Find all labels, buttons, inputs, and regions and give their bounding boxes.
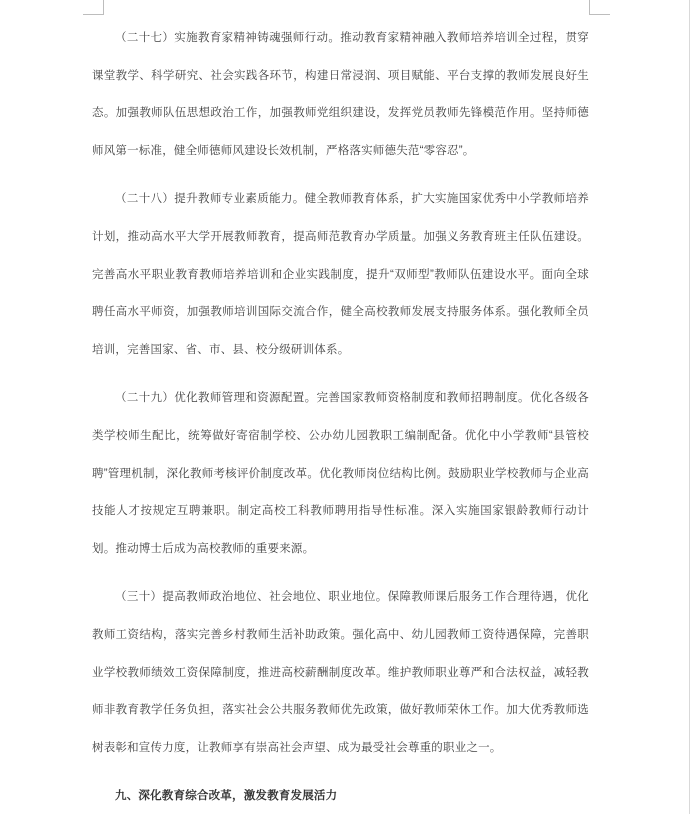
document-text-area[interactable] (92, 20, 589, 814)
paragraph-27: （二十七）实施教育家精神铸魂强师行动。推动教育家精神融入教师培养培训全过程，贯穿课堂教学、科学研究、社会实践各环节，构建日常浸润、项目赋能、平台支撑的教师发展良好生态。加强教师队伍思想政治工作，加强教师党组织建设，发挥党员教师先锋模范作用。坚持师德师风第一标准，健全师德师风建设长效机制，严格落实师德失范“零容忍”。 (92, 32, 589, 157)
paragraph-29: （二十九）优化教师管理和资源配置。完善国家教师资格制度和教师招聘制度。优化各级各类学校师生配比，统筹做好寄宿制学校、公办幼儿园教职工编制配备。优化中小学教师“县管校聘”管理机制，深化教师考核评价制度改革。优化教师岗位结构比例。鼓励职业学校教师与企业高技能人才按规定互聘兼职。制定高校工科教师聘用指导性标准。深入实施国家银龄教师行动计划。推动博士后成为高校教师的重要来源。 (92, 392, 589, 555)
margin-crop-mark-top-left (83, 14, 104, 15)
paragraph-30: （三十）提高教师政治地位、社会地位、职业地位。保障教师课后服务工作合理待遇，优化教师工资结构，落实完善乡村教师生活补助政策。强化高中、幼儿园教师工资待遇保障，完善职业学校教师绩效工资保障制度，推进高校薪酬制度改革。维护教师职业尊严和合法权益，减轻教师非教育教学任务负担，落实社会公共服务教师优先政策，做好教师荣休工作。加大优秀教师选树表彰和宣传力度，让教师享有崇高社会声望、成为最受社会尊重的职业之一。 (92, 591, 589, 754)
margin-crop-mark-top-right (589, 14, 610, 15)
paragraph-28: （二十八）提升教师专业素质能力。健全教师教育体系，扩大实施国家优秀中小学教师培养计划，推动高水平大学开展教师教育，提高师范教育办学质量。加强义务教育班主任队伍建设。完善高水平职业教育教师培养培训和企业实践制度，提升“双师型”教师队伍建设水平。面向全球聘任高水平师资，加强教师培训国际交流合作，健全高校教师发展支持服务体系。强化教师全员培训，完善国家、省、市、县、校分级研训体系。 (92, 193, 589, 356)
section-heading-9: 九、深化教育综合改革，激发教育发展活力 (115, 790, 338, 803)
page-right-edge (689, 0, 690, 814)
margin-crop-mark-top-right (589, 0, 590, 14)
margin-crop-mark-top-left (103, 0, 104, 14)
